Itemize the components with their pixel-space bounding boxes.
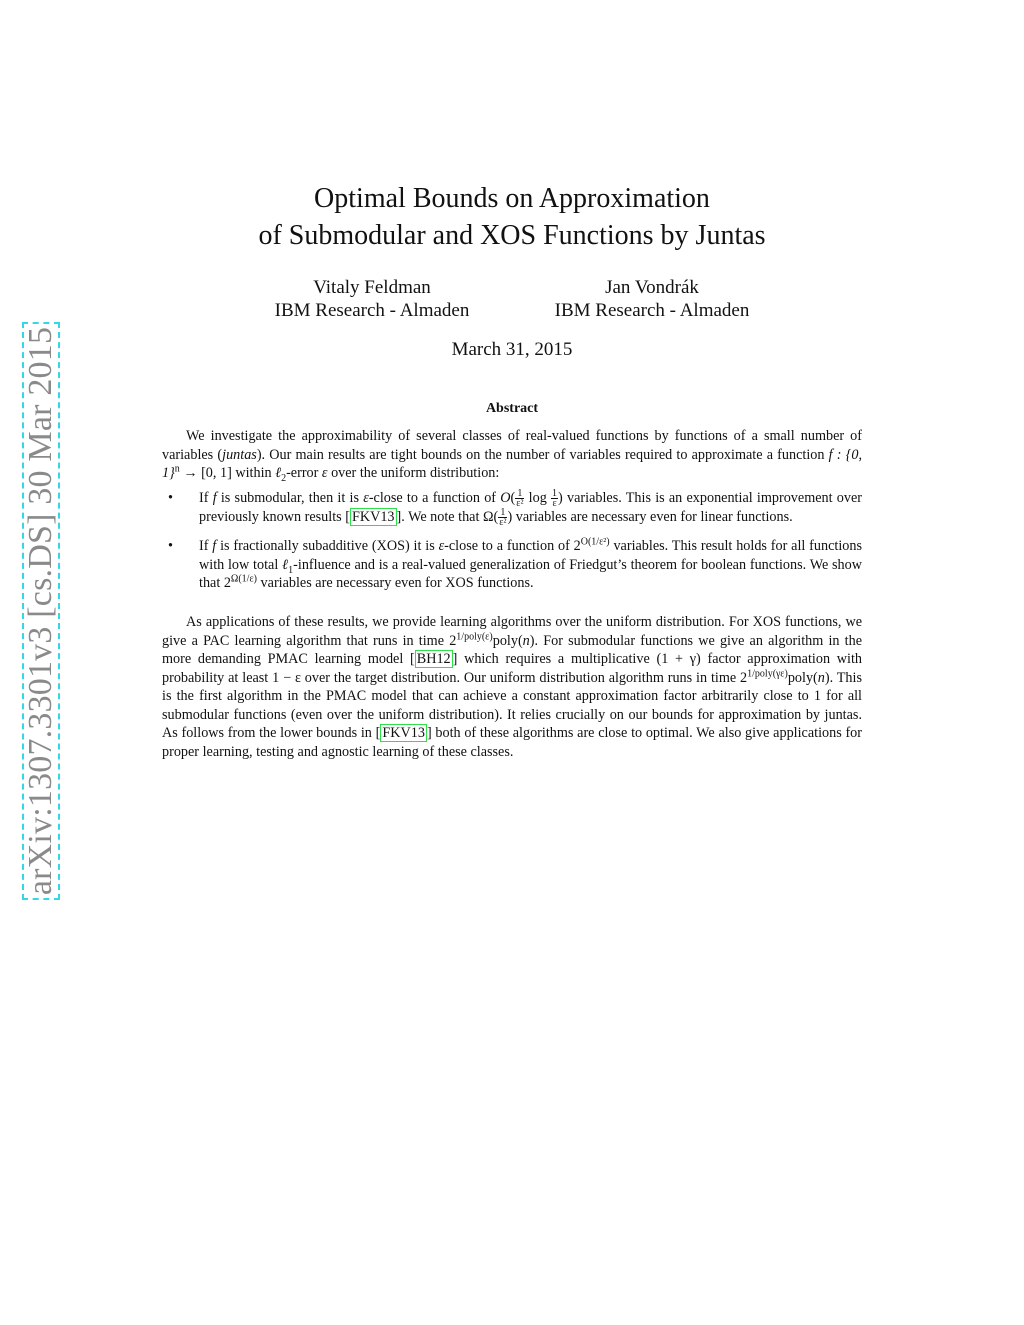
denominator: ε — [552, 498, 557, 510]
math: Ω(1/ε) — [230, 573, 257, 585]
math: n — [174, 463, 180, 475]
math: O — [500, 490, 511, 506]
denominator: ε² — [516, 498, 524, 510]
text: ). Our main results are tight bounds on the number of variables required to approximate a function — [256, 446, 829, 463]
math: f — [212, 538, 217, 555]
text: -close to a function of 2 — [444, 538, 581, 555]
bullet-icon: • — [168, 538, 173, 555]
math: f — [212, 490, 217, 506]
text: -error — [286, 465, 322, 481]
list-item — [162, 537, 862, 593]
title-line-1: Optimal Bounds on Approximation — [314, 183, 710, 214]
math: ε — [438, 538, 445, 555]
text: variables. This result holds for all functions with low total — [199, 538, 862, 573]
numerator: 1 — [552, 488, 558, 500]
denominator: ε² — [499, 517, 507, 529]
math: 1/poly(ε) — [456, 630, 493, 642]
text: ]. We note that Ω( — [396, 509, 499, 526]
math: ( — [510, 490, 516, 506]
text: ). For submodular functions we give an algorithm in the more demanding PMAC learning model [ — [162, 632, 862, 667]
author-1 — [242, 276, 502, 322]
author-2 — [522, 276, 782, 322]
paper-title — [0, 180, 1024, 254]
fraction — [551, 489, 558, 508]
text: If — [199, 490, 213, 506]
abstract-applications — [162, 613, 862, 761]
text: -close to a function of — [368, 490, 501, 506]
math: ε — [363, 490, 369, 506]
text: ) variables are necessary even for linear functions. — [507, 509, 793, 526]
text: ] which requires a multiplicative (1 + γ) factor approximation with probability at least 1 − ε over the target distribution. Our uniform distribution algorithm runs in time 2 — [162, 651, 862, 686]
math: O(1/ε²) — [580, 536, 610, 548]
math: ℓ — [282, 556, 289, 573]
math: n — [522, 632, 530, 649]
text: poly( — [492, 632, 523, 649]
text: variables. This is an exponential improvement over previously known results [ — [199, 490, 862, 526]
math: log — [524, 490, 552, 506]
math: 1 — [288, 564, 294, 576]
math: ℓ — [275, 465, 282, 481]
numerator: 1 — [498, 508, 507, 518]
math: 2 — [281, 472, 287, 484]
text: juntas — [222, 446, 257, 463]
results-list — [162, 489, 862, 603]
author-name: Vitaly Feldman — [313, 277, 431, 298]
text: As applications of these results, we provide learning algorithms over the uniform distribution. For XOS functions, we give a PAC learning algorithm that runs in time 2 — [162, 614, 862, 649]
author-affiliation: IBM Research - Almaden — [274, 300, 470, 321]
arxiv-stamp-text: arXiv:1307.3301v3 [cs.DS] 30 Mar 2015 — [22, 326, 59, 896]
author-name: Jan Vondrák — [605, 277, 699, 298]
text: poly( — [787, 669, 818, 686]
math: n — [817, 669, 825, 686]
citation-link[interactable]: BH12 — [416, 651, 451, 667]
text: ). This is the first algorithm in the PMAC model that can achieve a constant approximation factor arbitrarily close to 1 for all submodular functions (even over the uniform distribution). It relies crucially on our bounds for approximation by juntas. As follows from the lower bounds in [ — [162, 669, 862, 741]
text: is fractionally subadditive (XOS) it is — [216, 538, 439, 555]
abstract-intro — [162, 427, 862, 483]
paper-date: March 31, 2015 — [451, 339, 573, 360]
abstract-heading: Abstract — [485, 401, 539, 416]
title-line-2: of Submodular and XOS Functions by Juntas — [258, 220, 766, 251]
citation-link[interactable]: FKV13 — [382, 725, 425, 741]
math: 1/poly(γε) — [747, 667, 788, 679]
list-item — [162, 489, 862, 527]
numerator: 1 — [515, 489, 524, 499]
text: -influence and is a real-valued generalization of Friedgut’s theorem for boolean functions. We show that 2 — [199, 556, 862, 592]
text: If — [199, 538, 213, 555]
text: We investigate the approximability of several classes of real-valued functions by functions of a small number of variables ( — [162, 428, 862, 463]
math: ) — [558, 490, 563, 506]
math: f : {0, 1} — [162, 446, 863, 481]
text: → [0, 1] within — [179, 465, 276, 481]
text: is submodular, then it is — [216, 490, 364, 506]
math: ε — [321, 465, 328, 481]
text: variables are necessary even for XOS functions. — [257, 575, 534, 592]
text: over the uniform distribution: — [327, 465, 500, 481]
author-affiliation: IBM Research - Almaden — [554, 300, 750, 321]
bullet-icon: • — [168, 490, 173, 506]
citation-link[interactable]: FKV13 — [351, 509, 395, 526]
text: ] both of these algorithms are close to optimal. We also give applications for proper learning, testing and agnostic learning of these classes. — [162, 725, 863, 760]
